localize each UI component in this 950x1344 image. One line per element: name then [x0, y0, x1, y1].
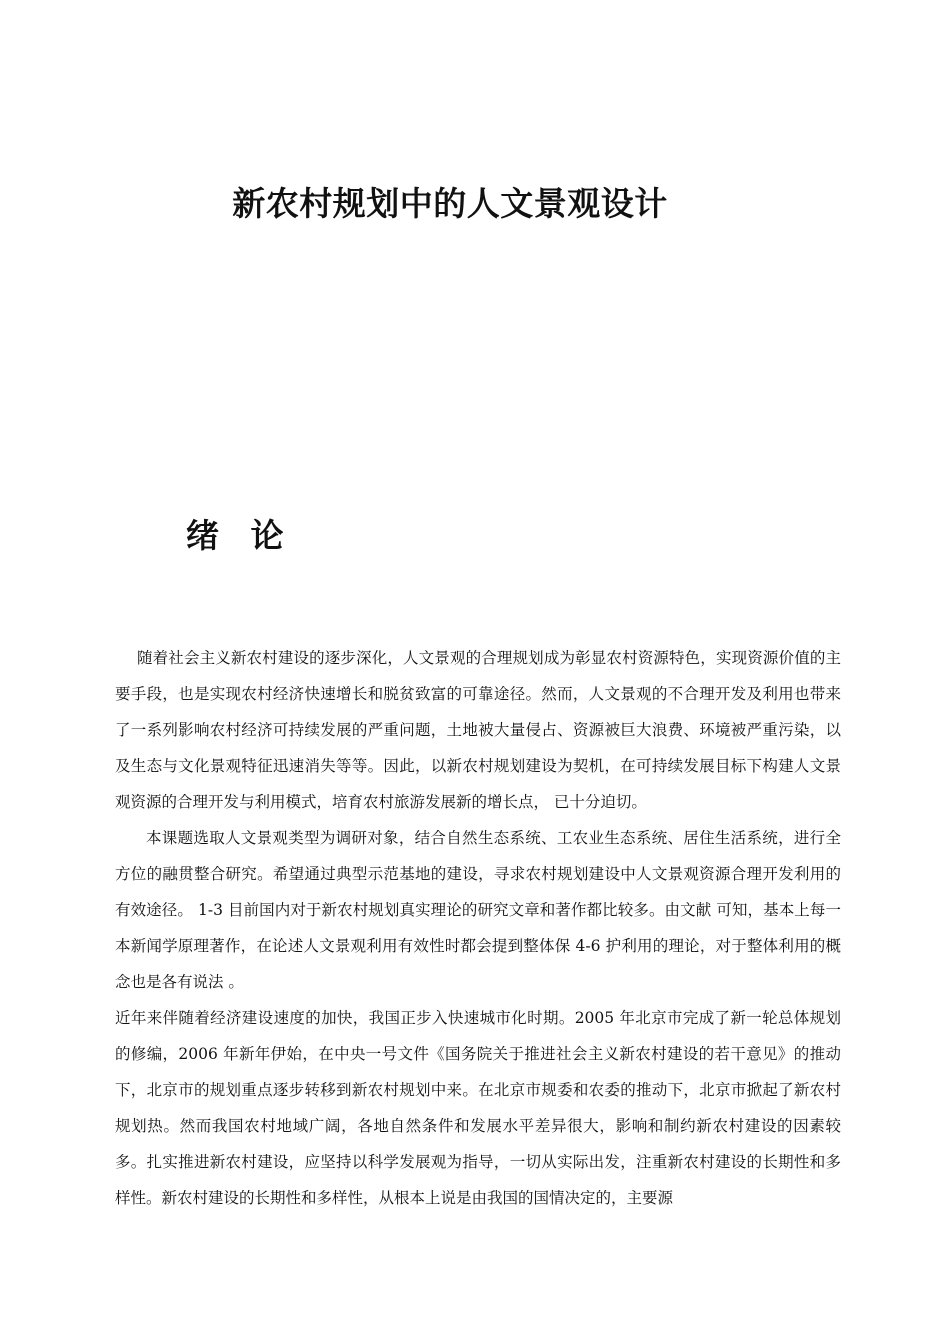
body-text — [115, 640, 841, 1216]
paragraph: 近年来伴随着经济建设速度的加快，我国正步入快速城市化时期。2005 年北京市完成了新一轮总体规划的修编，2006 年新年伊始，在中央一号文件《国务院关于推进社会主义新农村建设的若干意见》的推动下，北京市的规划重点逐步转移到新农村规划中来。在北京市规委和农委的推动下，北京市掀起了新农村规划热。然而我国农村地域广阔，各地自然条件和发展水平差异很大，影响和制约新农村建设的因素较多。扎实推进新农村建设，应坚持以科学发展观为指导，一切从实际出发，注重新农村建设的长期性和多样性。新农村建设的长期性和多样性，从根本上说是由我国的国情决定的，主要源 — [115, 1009, 841, 1207]
page-title: 新农村规划中的人文景观设计 — [232, 184, 668, 223]
paragraph: 本课题选取人文景观类型为调研对象，结合自然生态系统、工农业生态系统、居住生活系统，进行全方位的融贯整合研究。希望通过典型示范基地的建设，寻求农村规划建设中人文景观资源合理开发利用的有效途径。 1-3 目前国内对于新农村规划真实理论的研究文章和著作都比较多。由文献 可知，基本上每一本新闻学原理著作，在论述人文景观利用有效性时都会提到整体保 4-6 护利用的理论，对于整体利用的概念也是各有说法 。 — [115, 829, 841, 991]
section-heading: 绪 论 — [186, 516, 294, 555]
paragraph: 随着社会主义新农村建设的逐步深化，人文景观的合理规划成为彰显农村资源特色，实现资源价值的主要手段，也是实现农村经济快速增长和脱贫致富的可靠途径。然而，人文景观的不合理开发及利用也带来了一系列影响农村经济可持续发展的严重问题，土地被大量侵占、资源被巨大浪费、环境被严重污染，以及生态与文化景观特征迅速消失等等。因此，以新农村规划建设为契机，在可持续发展目标下构建人文景观资源的合理开发与利用模式，培育农村旅游发展新的增长点， 已十分迫切。 — [115, 649, 841, 811]
